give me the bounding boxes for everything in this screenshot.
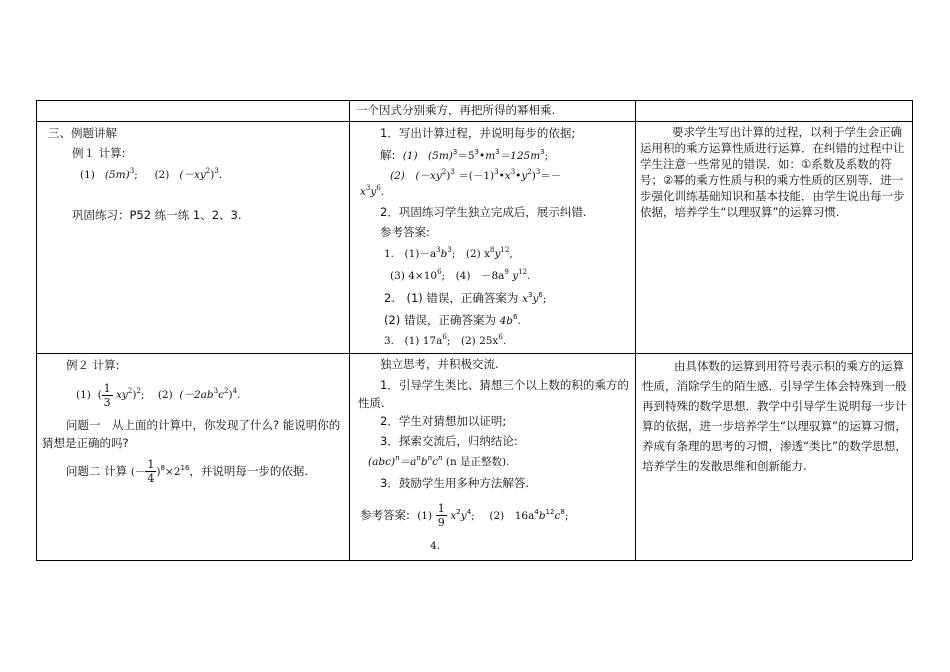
mid3-item1: 1．引导学生类比、猜想三个以上数的积的乘方的性质. (358, 378, 629, 410)
answer-line1: 1. $(1)-a^3b^3$; (2) $x^8y^{12}$, (384, 246, 513, 260)
solution-line2: (2) $(-xy^2)^3$ $=(-1)^3•x^3•y^2)^3=-$ (390, 168, 562, 182)
solution-line2-wrap: $x^3y^6$. (360, 184, 385, 198)
example2-label: 例２ 计算: (66, 358, 120, 372)
mid-item1: 1．写出计算过程，并说明每步的依据; (380, 126, 576, 140)
mid-item2: 2．巩固练习学生独立完成后，展示纠错. (380, 205, 587, 219)
table-border-top (36, 100, 912, 101)
row1-mid-text: 一个因式分别乘方，再把所得的幂相乘. (356, 103, 556, 117)
power-rule-formula: $(abc)^n=a^nb^nc^n$ (n 是正整数). (368, 454, 510, 468)
section-heading: 三、例题讲解 (48, 126, 117, 140)
practice-note: 巩固练习：P52 练一练 1、2、3. (72, 208, 242, 222)
example1-problems: (1) $(5m)^3$; (2) $(-xy^2)^3$. (80, 167, 223, 181)
lesson-table (36, 100, 912, 560)
answer-line3: 2. (1) 错误，正确答案为 $x^3y^6$; (384, 291, 547, 305)
mid3-item3: 3．探索交流后，归纳结论: (380, 434, 518, 448)
question-two: 问题二 计算 (－ $\frac{1}{4}$ )$^8\times 2^{16}$，并说明每一步的依据. (66, 458, 309, 485)
teaching-intent-1: 要求学生写出计算的过程，以利于学生会正确运用积的乘方运算性质进行运算．在纠错的过程中让学生注意一些常见的错误．如：①系数及系数的符号；②幂的乘方性质与积的乘方性质的区别等．进一步强化训练基础知识和基本技能．由学生说出每一步依据，培养学生“以理驭算”的运算习惯. (640, 125, 905, 219)
example1-label: 例１ 计算: (72, 146, 126, 160)
answer-line5: 3. (1) $17a^6$; (2) $25x^6$. (384, 333, 507, 347)
column-divider (36, 100, 37, 560)
mid3-last: 4. (430, 540, 441, 552)
answer-line4: (2) 错误，正确答案为 $4b^6$. (384, 313, 521, 327)
solution-line1: 解: (1) $(5m)^3=5^3•m^3=125m^3$; (380, 148, 549, 162)
mid3-answers: 参考答案: (1) $\frac{1}{9}$ $x^2y^4$; (2) $16a^4b^{12}c^8$; (360, 502, 569, 529)
reference-answers-label: 参考答案: (380, 225, 430, 239)
table-border-bottom (36, 560, 912, 561)
example2-problems: (1) ( $\frac{1}{3}$ $xy^2)^2$; (2) $(-2ab^3c^2)^4$. (76, 381, 241, 409)
mid3-item4: 3．鼓励学生用多种方法解答. (380, 476, 529, 490)
mid3-item2: 2．学生对猜想加以证明; (380, 414, 507, 428)
column-divider (912, 100, 913, 560)
row-divider (36, 353, 912, 354)
question-one: 问题一 从上面的计算中，你发现了什么? 能说明你的猜想是正确的吗? (42, 418, 341, 450)
mid3-line0: 独立思考，并积极交流. (380, 357, 499, 371)
answer-line2: (3) $4\times 10^6$; (4) $-8a^9$ $y^{12}$. (390, 268, 531, 282)
row-divider (36, 121, 912, 122)
teaching-intent-2: 由具体数的运算到用符号表示积的乘方的运算性质，消除学生的陌生感．引导学生体会特殊到一般再到特殊的数学思想．教学中引导学生说明每一步计算的依据，进一步培养学生“以理驭算”的运算习惯，养成有条理的思考的习惯，渗透“类比”的数学思想，培养学生的发散思维和创新能力. (642, 359, 907, 473)
column-divider (635, 100, 636, 560)
column-divider (349, 100, 350, 560)
